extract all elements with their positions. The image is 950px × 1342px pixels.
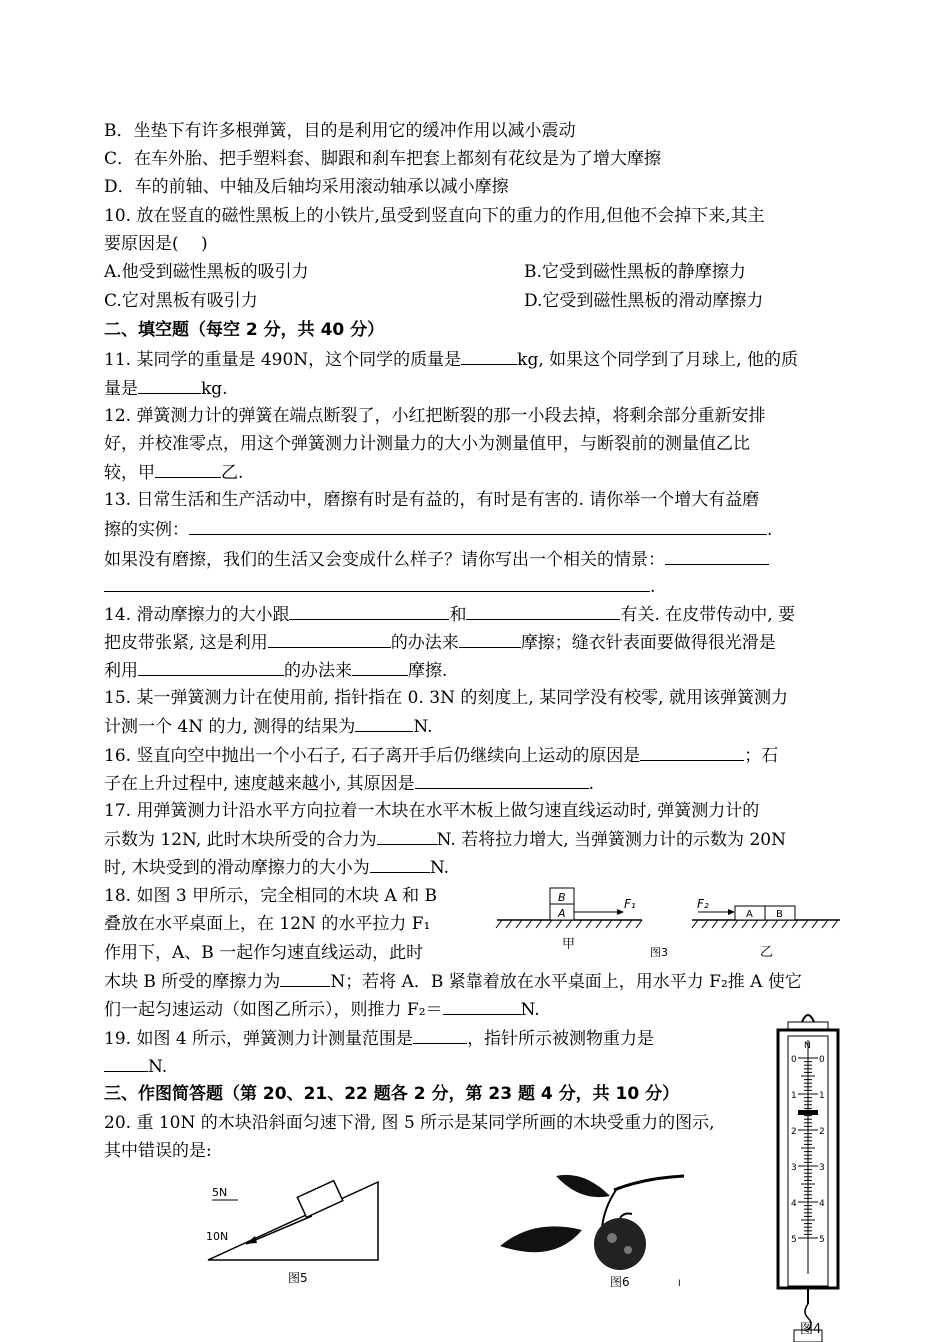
fig3-caption: 图3: [650, 946, 668, 959]
q14-blank-2[interactable]: [466, 604, 620, 620]
q19-text-b: ，指针所示被测物重力是: [467, 1029, 655, 1049]
q18-line2: 叠放在水平桌面上，在 12N 的水平拉力 F₁: [104, 914, 431, 934]
q11-text-b: kg, 如果这个同学到了月球上, 他的质: [517, 350, 798, 370]
q19-blank-2[interactable]: [104, 1056, 148, 1072]
fig4-unit: N: [804, 1041, 811, 1051]
q14-text-g: 利用: [104, 661, 138, 681]
q13-blank-1[interactable]: [189, 519, 767, 535]
q14-text-a: 14. 滑动摩擦力的大小跟: [104, 605, 290, 625]
q10-option-b: B.它受到磁性黑板的静摩擦力: [524, 262, 746, 282]
q11-blank-1[interactable]: [461, 349, 517, 365]
q16-line2: [104, 773, 594, 794]
q10-option-a: A.他受到磁性黑板的吸引力: [104, 262, 309, 282]
q18-line5: [104, 999, 540, 1020]
fig3-f1-label: F₁: [624, 897, 636, 911]
q18-blank-1[interactable]: [280, 971, 330, 987]
fig5-scale-label: 5N: [212, 1186, 228, 1199]
fig3-label-b: B: [558, 891, 566, 904]
q17-text-b: N. 若将拉力增大, 当弹簧测力计的示数为 20N: [436, 830, 786, 850]
fig3-label-jia: 甲: [562, 937, 576, 952]
q17-blank-2[interactable]: [370, 857, 430, 873]
q13-text-a: 擦的实例：: [104, 520, 189, 540]
fig4-tick-r0: 0: [819, 1055, 825, 1065]
fig4-pointer: [798, 1110, 818, 1115]
q17-text-d: N.: [429, 858, 450, 878]
q11-text-c: 量是: [104, 379, 138, 399]
q13-blank-2b[interactable]: [104, 576, 650, 592]
fig5-caption: 图5: [288, 1271, 308, 1285]
fig6-leaf-top: [556, 1175, 610, 1197]
q16-text-c: 子在上升过程中, 速度越来越小, 其原因是: [104, 774, 415, 794]
q13-text-b: .: [767, 520, 773, 540]
q12-line1: 12. 弹簧测力计的弹簧在端点断裂了，小红把断裂的那一小段去掉，将剩余部分重新安排: [104, 406, 766, 426]
q12-line3: [104, 462, 243, 483]
q15-text-a: 计测一个 4N 的力, 测得的结果为: [104, 717, 356, 737]
q20-line1: 20. 重 10N 的木块沿斜面匀速下滑, 图 5 所示是某同学所画的木块受重力的图示,: [104, 1113, 715, 1133]
q9-option-c: C．在车外胎、把手塑料套、脚跟和刹车把套上都刻有花纹是为了增大摩擦: [104, 149, 662, 169]
q16-line1: [104, 745, 778, 766]
q14-blank-4[interactable]: [459, 632, 521, 648]
q18-text-c: 们一起匀速运动（如图乙所示），则推力 F₂＝: [104, 1000, 443, 1020]
q15-blank[interactable]: [355, 716, 413, 732]
q13-blank-2a[interactable]: [665, 549, 769, 565]
fig4-tick-r5: 5: [819, 1235, 825, 1245]
fig4-tick-r1: 1: [819, 1091, 825, 1101]
q14-text-c: 有关. 在皮带传动中, 要: [620, 605, 796, 625]
q15-text-b: N.: [413, 717, 433, 737]
q18-line4: [104, 971, 802, 992]
q14-text-e: 的办法来: [390, 633, 459, 653]
q9-option-b: B．坐垫下有许多根弹簧，目的是利用它的缓冲作用以减小震动: [104, 121, 576, 141]
q14-blank-3[interactable]: [268, 632, 391, 648]
q11-text-d: kg.: [201, 379, 228, 399]
q13-line4: [104, 576, 655, 597]
q17-blank-1[interactable]: [377, 829, 437, 845]
q18-text-b: N；若将 A．B 紧靠着放在水平桌面上，用水平力 F₂推 A 使它: [330, 972, 802, 992]
q13-text-d: .: [650, 577, 656, 597]
q14-line1: [104, 604, 795, 625]
q17-line2: [104, 829, 786, 850]
q15-line1: 15. 某一弹簧测力计在使用前, 指针指在 0. 3N 的刻度上, 某同学没有校零, 就用该弹簧测力: [104, 688, 788, 708]
q14-line3: [104, 660, 447, 681]
q13-line1: 13. 日常生活和生产活动中，磨擦有时是有益的，有时是有害的. 请你举一个增大有益磨: [104, 490, 760, 510]
section-2-heading: 二、填空题（每空 2 分，共 40 分）: [104, 320, 385, 340]
q18-blank-2[interactable]: [443, 999, 521, 1015]
q19-blank-1[interactable]: [413, 1028, 467, 1044]
q10-option-d: D.它受到磁性黑板的滑动摩擦力: [524, 291, 764, 311]
q11-line2: [104, 378, 228, 399]
q14-blank-6[interactable]: [352, 660, 408, 676]
fig5-force-label: 10N: [206, 1230, 229, 1243]
q11-line1: [104, 349, 798, 370]
q19-line2: [104, 1056, 167, 1077]
fig4-tick-l2: 2: [791, 1127, 797, 1137]
fig4-tick-r2: 2: [819, 1127, 825, 1137]
figure-6-fruit: [494, 1168, 694, 1293]
q14-text-b: 和: [449, 605, 467, 625]
q18-text-a: 木块 B 所受的摩擦力为: [104, 972, 281, 992]
q17-text-c: 时, 木块受到的滑动摩擦力的大小为: [104, 858, 370, 878]
q12-blank[interactable]: [155, 462, 221, 478]
fig4-tick-l0: 0: [791, 1055, 797, 1065]
figure-3: [492, 880, 852, 968]
q11-text-a: 11. 某同学的重量是 490N，这个同学的质量是: [104, 350, 462, 370]
q13-line3: [104, 549, 769, 570]
q18-line3: 作用下，A、B 一起作匀速直线运动，此时: [104, 943, 424, 963]
q18-line1: 18. 如图 3 甲所示，完全相同的木块 A 和 B: [104, 886, 438, 906]
fig6-fruit: [594, 1218, 646, 1270]
q19-text-c: N.: [148, 1057, 168, 1077]
q19-text-a: 19. 如图 4 所示，弹簧测力计测量范围是: [104, 1029, 414, 1049]
q17-line1: 17. 用弹簧测力计沿水平方向拉着一木块在水平木板上做匀速直线运动时, 弹簧测力计的: [104, 801, 760, 821]
fig6-caption: 图6: [610, 1275, 630, 1289]
q14-text-i: 摩擦.: [408, 661, 448, 681]
q9-option-d: D．车的前轴、中轴及后轴均采用滚动轴承以减小摩擦: [104, 177, 509, 197]
section-3-heading: 三、作图简答题（第 20、21、22 题各 2 分，第 23 题 4 分，共 10 分）: [104, 1084, 680, 1104]
q14-text-h: 的办法来: [284, 661, 352, 681]
q10-stem: 10. 放在竖直的磁性黑板上的小铁片,虽受到竖直向下的重力的作用,但他不会掉下来,其主: [104, 206, 765, 226]
q16-text-d: .: [588, 774, 595, 794]
fig3-label-a: A: [558, 907, 566, 920]
q16-text-b: ；石: [744, 746, 779, 766]
fig4-tick-l3: 3: [791, 1163, 797, 1173]
fig4-tick-l4: 4: [791, 1199, 797, 1209]
q15-line2: [104, 716, 433, 737]
q10-stem-cont: 要原因是( ): [104, 234, 208, 254]
q14-blank-5[interactable]: [138, 660, 284, 676]
q12-text-b: 乙.: [221, 463, 244, 483]
fig4-caption: 图4: [800, 1322, 822, 1337]
fig6-leaf-left: [500, 1226, 582, 1252]
figure-5-incline: [200, 1180, 390, 1290]
q16-blank-2[interactable]: [415, 773, 589, 789]
q14-text-f: 摩擦；缝衣针表面要做得很光滑是: [520, 633, 776, 653]
q17-line3: [104, 857, 449, 878]
fig4-tick-l1: 1: [791, 1091, 797, 1101]
q11-blank-2[interactable]: [138, 378, 201, 394]
q16-text-a: 16. 竖直向空中抛出一个小石子, 石子离开手后仍继续向上运动的原因是: [104, 746, 641, 766]
fig4-tick-l5: 5: [791, 1235, 797, 1245]
fig3-label-a-yi: A: [746, 909, 753, 920]
fig3-label-b-yi: B: [776, 909, 783, 920]
q12-text-a: 较，甲: [104, 463, 155, 483]
stray-mark: I: [678, 1279, 681, 1289]
q16-blank-1[interactable]: [640, 745, 744, 761]
q14-blank-1[interactable]: [289, 604, 449, 620]
q13-text-c: 如果没有磨擦，我们的生活又会变成什么样子？请你写出一个相关的情景：: [104, 550, 665, 570]
q10-option-c: C.它对黑板有吸引力: [104, 291, 258, 311]
q20-line2: 其中错误的是:: [104, 1141, 212, 1161]
q18-text-d: N.: [520, 1000, 540, 1020]
q17-text-a: 示数为 12N, 此时木块所受的合力为: [104, 830, 377, 850]
q12-line2: 好，并校准零点，用这个弹簧测力计测量力的大小为测量值甲，与断裂前的测量值乙比: [104, 434, 750, 454]
q19-line1: [104, 1028, 654, 1049]
fig3-f2-label: F₂: [697, 897, 709, 911]
fig4-tick-r3: 3: [819, 1163, 825, 1173]
figure-4-spring-scale: [768, 1004, 848, 1342]
q13-line2: [104, 519, 772, 540]
q14-text-d: 把皮带张紧, 这是利用: [104, 633, 268, 653]
fig3-label-yi: 乙: [760, 945, 774, 960]
fig4-tick-r4: 4: [819, 1199, 825, 1209]
q14-line2: [104, 632, 776, 653]
